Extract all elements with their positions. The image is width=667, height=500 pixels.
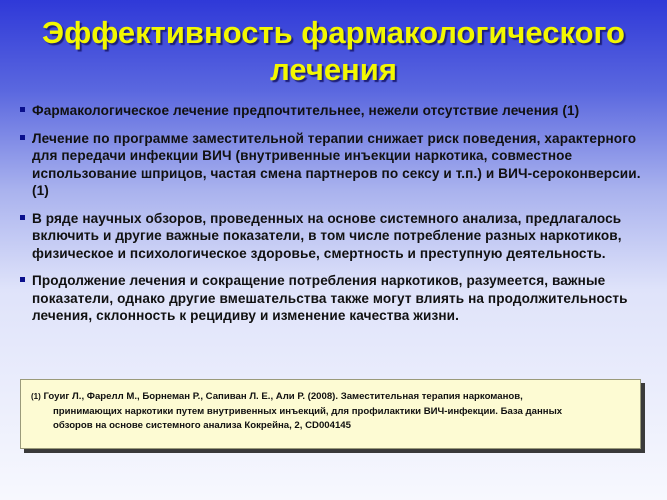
square-bullet-icon xyxy=(20,135,25,140)
square-bullet-icon xyxy=(20,215,25,220)
bullet-list xyxy=(20,102,645,335)
bullet-item xyxy=(20,210,645,263)
reference-line-2: принимающих наркотики путем внутривенных инъекций, для профилактики ВИЧ-инфекции. База данных xyxy=(53,405,563,417)
reference-text-1: Гоуиг Л., Фарелл М., Борнеман Р., Сапиван Л. Е., Али Р. (2008). Заместительная терапия наркоманов, xyxy=(43,391,523,402)
bullet-text: Лечение по программе заместительной терапии снижает риск поведения, характерного для передачи инфекции ВИЧ (внутривенные инъекции наркотика, совместное использование шприцов, частая смена партнеров по сексу и т.п.) и ВИЧ-сероконверсии. (1) xyxy=(32,130,641,198)
slide-title xyxy=(0,14,667,88)
reference-line-3: обзоров на основе системного анализа Кокрейна, 2, CD004145 xyxy=(53,420,351,432)
bullet-text: Фармакологическое лечение предпочтительнее, нежели отсутствие лечения (1) xyxy=(32,103,580,118)
square-bullet-icon xyxy=(20,107,25,112)
bullet-text: В ряде научных обзоров, проведенных на основе системного анализа, предлагалось включить и другие важные показатели, в том числе потребление разных наркотиков, физическое и психологическое здоровье, смертность и преступную деятельность. xyxy=(32,210,622,261)
bullet-item xyxy=(20,130,645,200)
bullet-item xyxy=(20,272,645,325)
reference-line-1 xyxy=(31,390,630,405)
bullet-item xyxy=(20,102,645,120)
reference-number: (1) xyxy=(31,392,41,401)
slide-title-line-1: Эффективность фармакологического xyxy=(42,15,625,50)
slide-title-line-2: лечения xyxy=(270,52,397,87)
bullet-text: Продолжение лечения и сокращение потребления наркотиков, разумеется, важные показатели, однако другие вмешательства также могут влиять на продолжительность лечения, склонность к рецидиву и изменение качества жизни. xyxy=(32,273,628,323)
reference-box xyxy=(20,379,641,449)
square-bullet-icon xyxy=(20,277,25,282)
